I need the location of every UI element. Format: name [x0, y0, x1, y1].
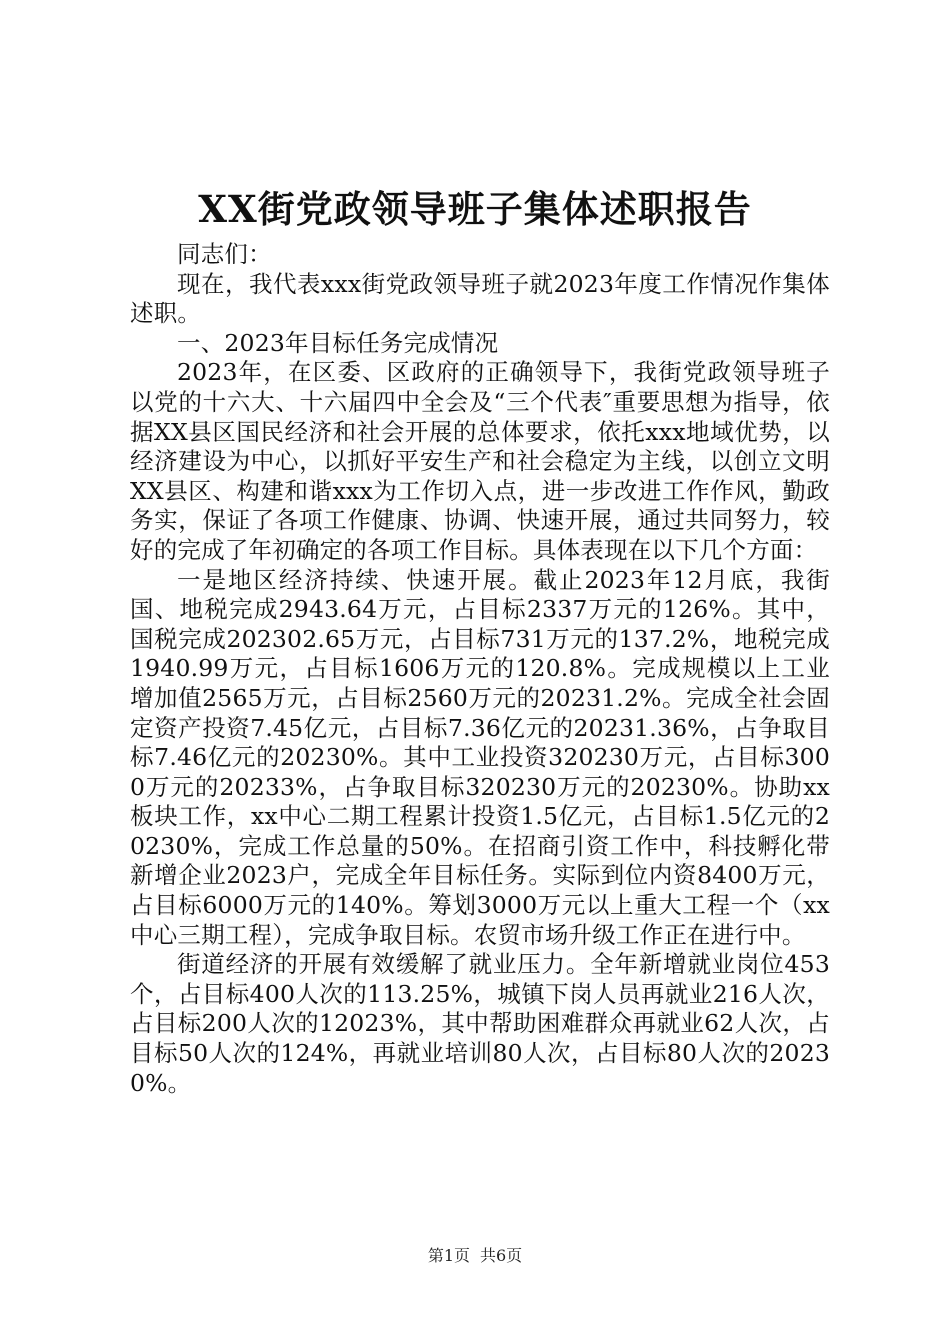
- page-total: 共6页: [480, 1246, 523, 1265]
- document-body: [130, 240, 830, 1098]
- section-heading: 一、2023年目标任务完成情况: [177, 328, 499, 357]
- overview-paragraph: 2023年，在区委、区政府的正确领导下，我街党政领导班子以党的十六大、十六届四中全会及“三个代表″重要思想为指导，依据XX县区国民经济和社会开展的总体要求，依托xxx地域优势，以经济建设为中心，以抓好平安生产和社会稳定为主线，以创立文明XX县区、构建和谐xxx为工作切入点，进一步改进工作作风，勤政务实，保证了各项工作健康、协调、快速开展，通过共同努力，较好的完成了年初确定的各项工作目标。具体表现在以下几个方面：: [130, 358, 830, 564]
- employment-paragraph: 街道经济的开展有效缓解了就业压力。全年新增就业岗位453个，占目标400人次的113.25%，城镇下岗人员再就业216人次，占目标200人次的12023%，其中帮助困难群众再就业62人次，占目标50人次的124%，再就业培训80人次，占目标80人次的20230%。: [130, 950, 830, 1097]
- intro-paragraph: 现在，我代表xxx街党政领导班子就2023年度工作情况作集体述职。: [130, 269, 830, 328]
- document-title: XX街党政领导班子集体述职报告: [198, 187, 752, 231]
- page-footer: [0, 1246, 950, 1266]
- salutation: 同志们：: [177, 240, 272, 268]
- page-number: 第1页: [427, 1246, 470, 1265]
- economy-paragraph: 一是地区经济持续、快速开展。截止2023年12月底，我街国、地税完成2943.64万元，占目标2337万元的126%。其中，国税完成202302.65万元，占目标731万元的137.2%，地税完成1940.99万元，占目标1606万元的120.8%。完成规模以上工业增加值2565万元，占目标2560万元的20231.2%。完成全社会固定资产投资7.45亿元，占目标7.36亿元的20231.36%，占争取目标7.46亿元的20230%。其中工业投资320230万元，占目标3000万元的20233%，占争取目标320230万元的20230%。协助xx板块工作，xx中心二期工程累计投资1.5亿元，占目标1.5亿元的20230%，完成工作总量的50%。在招商引资工作中，科技孵化带新增企业2023户，完成全年目标任务。实际到位内资8400万元，占目标6000万元的140%。筹划3000万元以上重大工程一个（xx中心三期工程），完成争取目标。农贸市场升级工作正在进行中。: [130, 565, 830, 949]
